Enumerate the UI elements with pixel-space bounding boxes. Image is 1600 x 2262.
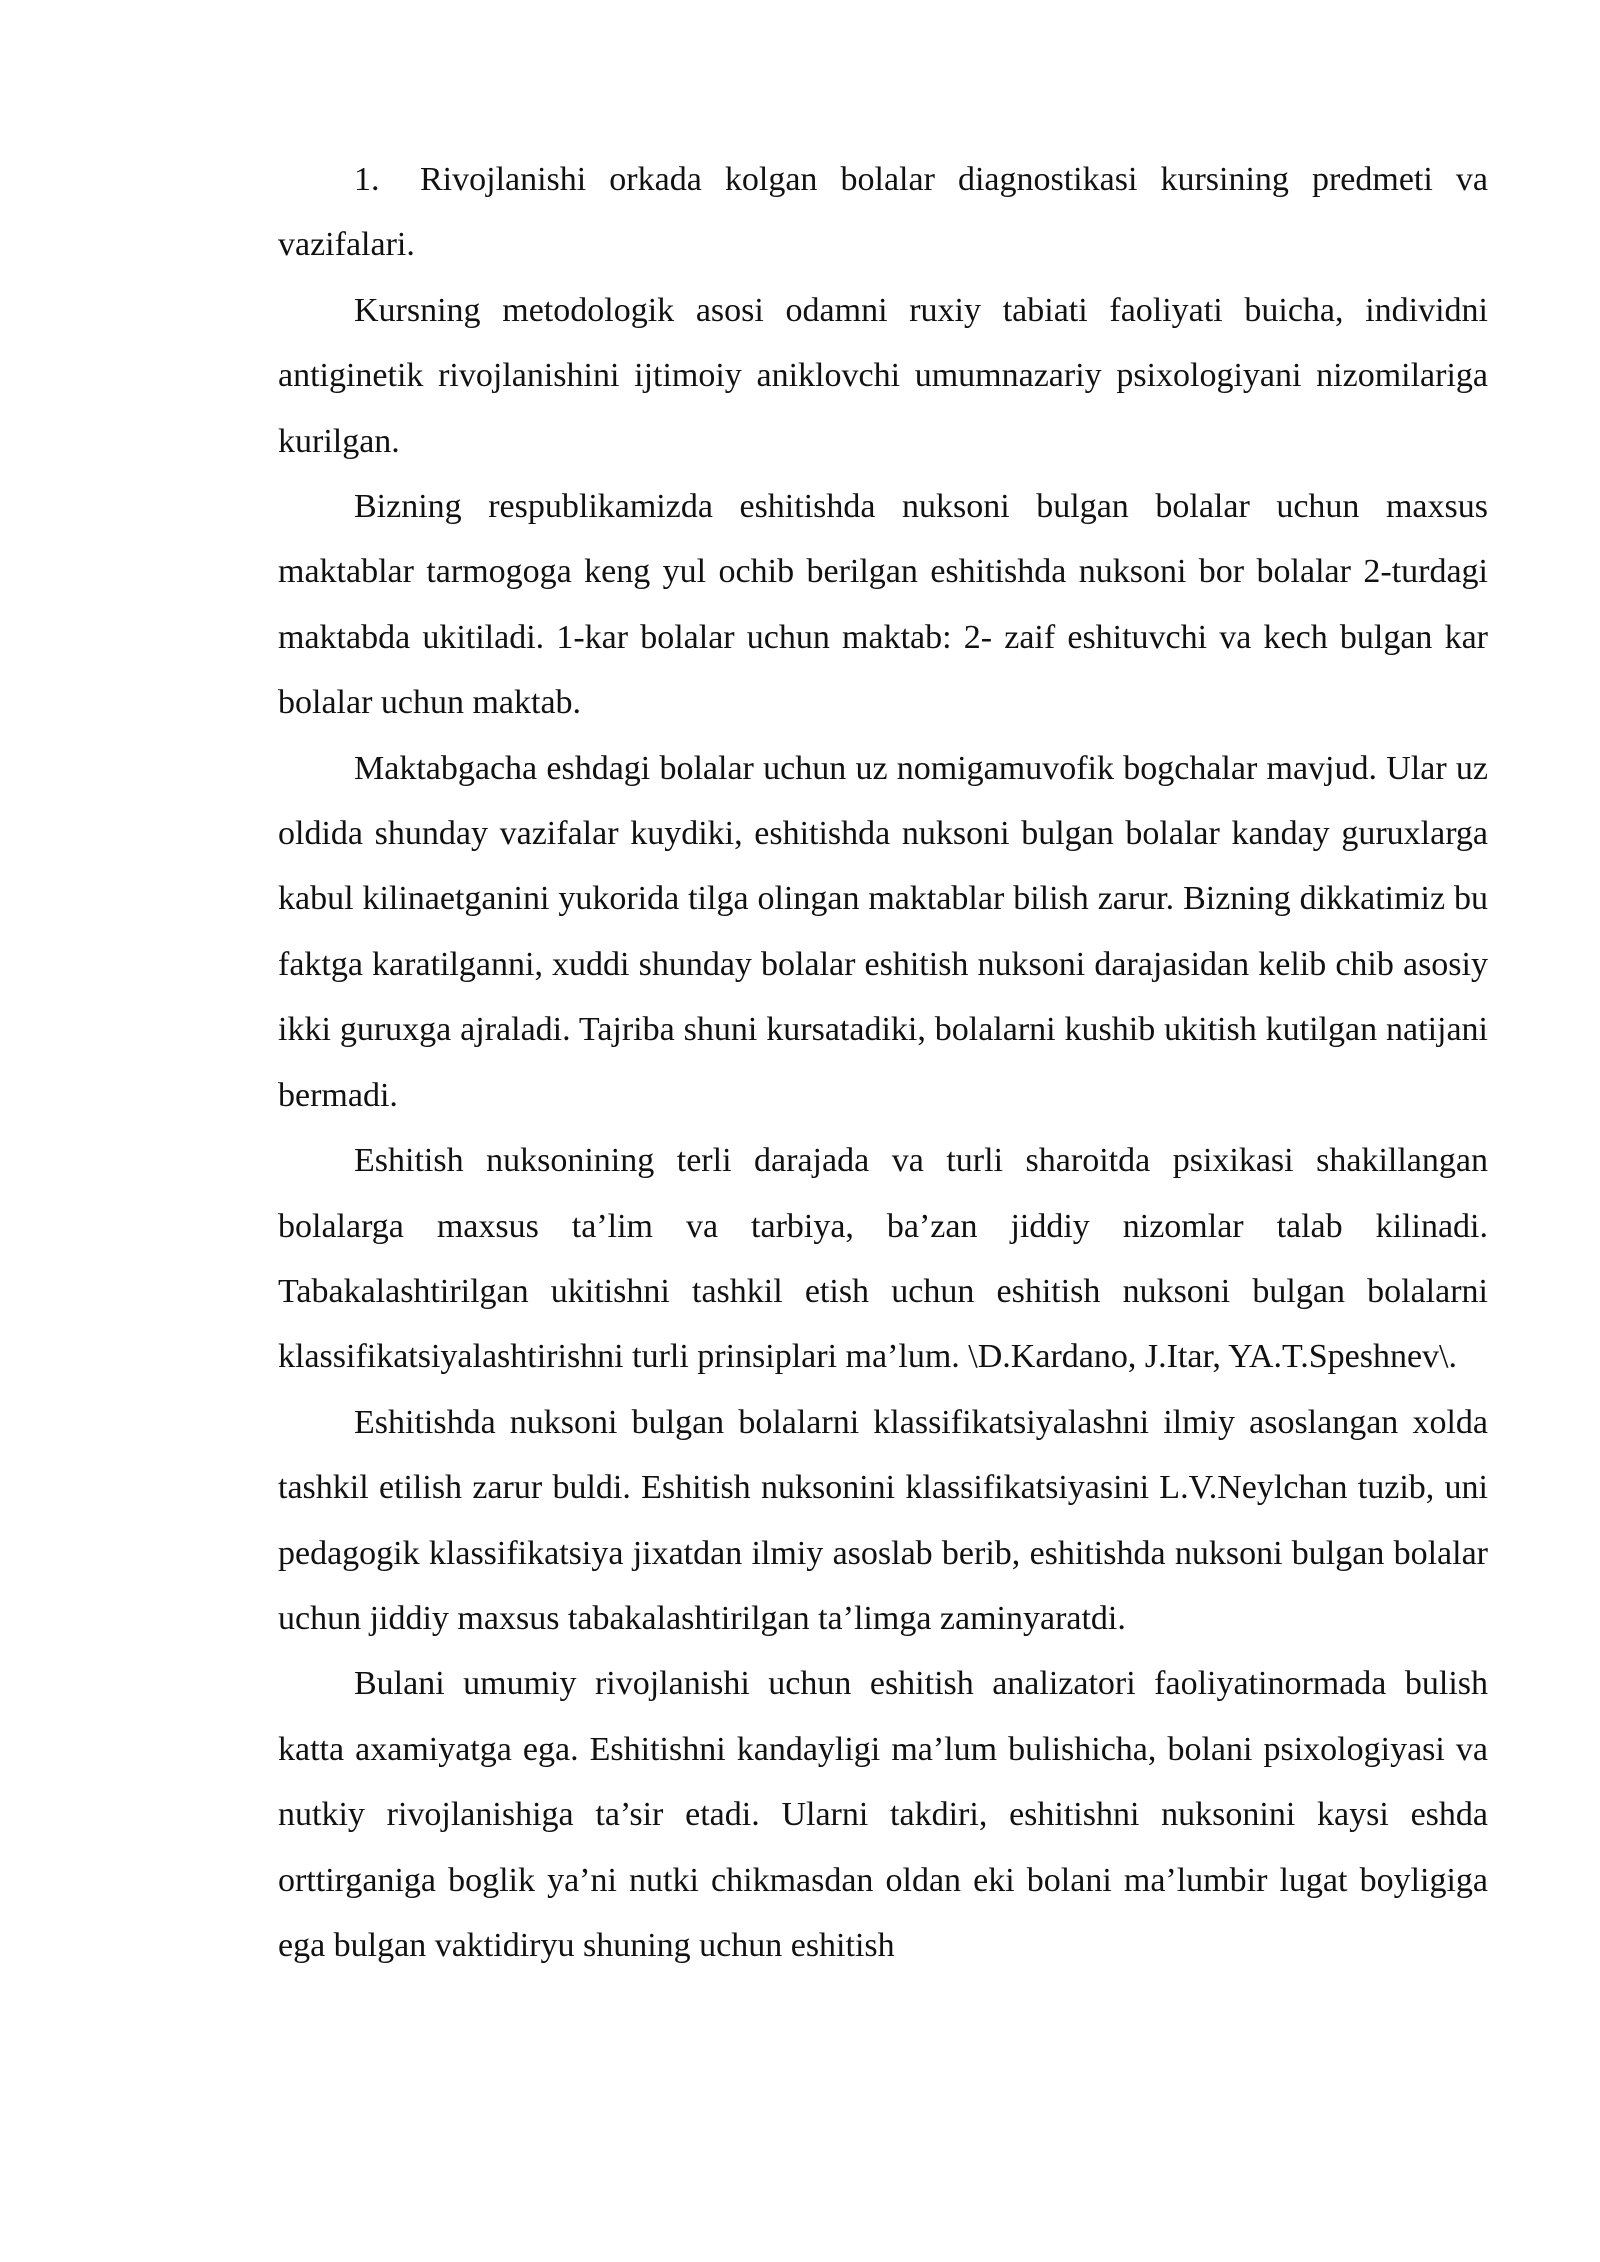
- paragraph-methodology: Kursning metodologik asosi odamni ruxiy tabiati faoliyati buicha, individni antiginetik rivojlanishini ijtimoiy aniklovchi umumnazariy psixologiyani nizomilariga kurilgan.: [278, 291, 1488, 460]
- paragraph-classification-principles: Eshitish nuksonining terli darajada va turli sharoitda psixikasi shakillangan bolalarga maxsus ta’lim va tarbiya, ba’zan jiddiy nizomlar talab kilinadi. Tabakalashtirilgan ukitishni tashkil etish uchun eshitish nuksoni bulgan bolalarni klassifikatsiyalashtirishni turli prinsiplari ma’lum. \D.Kardano, J.Itar, YA.T.Speshnev\.: [278, 1142, 1488, 1376]
- document-page: [278, 147, 1488, 1978]
- heading-number: 1.: [354, 161, 380, 198]
- paragraph-hearing-development: Bulani umumiy rivojlanishi uchun eshitish analizatori faoliyatinormada bulish katta axamiyatga ega. Eshitishni kandayligi ma’lum bulishicha, bolani psixologiyasi va nutkiy rivojlanishiga ta’sir etadi. Ularni takdiri, eshitishni nuksonini kaysi eshda orttirganiga boglik ya’ni nutki chikmasdan oldan eki bolani ma’lumbir lugat boyligiga ega bulgan vaktidiryu shuning uchun eshitish: [278, 1665, 1488, 1964]
- section-heading: [278, 147, 1488, 278]
- paragraph-neyman-classification: Eshitishda nuksoni bulgan bolalarni klassifikatsiyalashni ilmiy asoslangan xolda tashkil etilish zarur buldi. Eshitish nuksonini klassifikatsiyasini L.V.Neylchan tuzib, uni pedagogik klassifikatsiya jixatdan ilmiy asoslab berib, eshitishda nuksoni bulgan bolalar uchun jiddiy maxsus tabakalashtirilgan ta’limga zaminyaratdi.: [278, 1403, 1488, 1637]
- paragraph-preschool: Maktabgacha eshdagi bolalar uchun uz nomigamuvofik bogchalar mavjud. Ular uz oldida shunday vazifalar kuydiki, eshitishda nuksoni bulgan bolalar kanday guruxlarga kabul kilinaetganini yukorida tilga olingan maktablar bilish zarur. Bizning dikkatimiz bu faktga karatilganni, xuddi shunday bolalar eshitish nuksoni darajasidan kelib chib asosiy ikki guruxga ajraladi. Tajriba shuni kursatadiki, bolalarni kushib ukitish kutilgan natijani bermadi.: [278, 749, 1488, 1114]
- paragraph-schools: Bizning respublikamizda eshitishda nuksoni bulgan bolalar uchun maxsus maktablar tarmogoga keng yul ochib berilgan eshitishda nuksoni bor bolalar 2-turdagi maktabda ukitiladi. 1-kar bolalar uchun maktab: 2- zaif eshituvchi va kech bulgan kar bolalar uchun maktab.: [278, 488, 1488, 722]
- heading-text: Rivojlanishi orkada kolgan bolalar diagnostikasi kursining predmeti va vazifalari.: [278, 161, 1488, 264]
